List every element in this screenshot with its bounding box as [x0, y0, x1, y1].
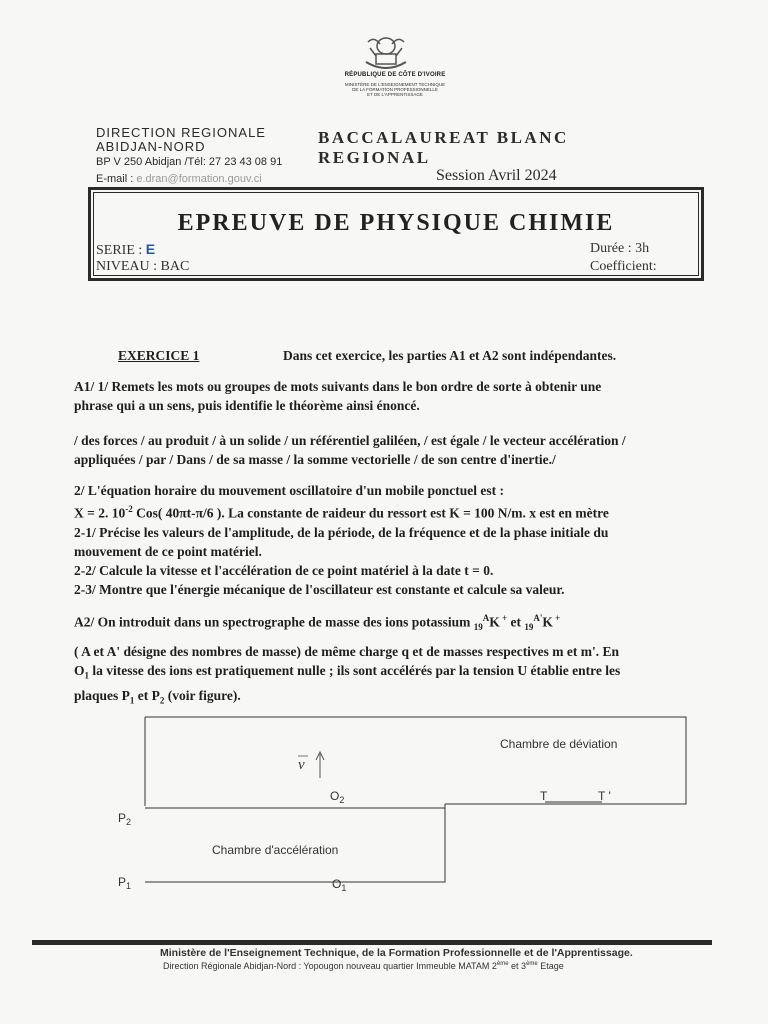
- p1-label: $P_1$: [118, 875, 132, 891]
- p2-label: $P_2$: [118, 811, 132, 827]
- niveau-label: NIVEAU : BAC: [96, 259, 190, 274]
- t-prime-label: T ': [598, 789, 611, 803]
- o1-label: $O_1$: [332, 877, 347, 893]
- coefficient-label: Coefficient:: [590, 259, 657, 274]
- exercise-subtitle: Dans cet exercice, les parties A1 et A2 sont indépendantes.: [283, 348, 617, 363]
- spectrograph-figure: [110, 712, 710, 902]
- a1-words-list: / des forces / au produit / à un solide / un référentiel galiléen, / est égale / le vecteur accélération / appliquées / par / Dans / de sa masse / la somme vectorielle / de son centre d'inertie./: [74, 433, 626, 467]
- o2-label: $O_2$: [330, 789, 345, 805]
- duree-label: Durée : 3h: [590, 241, 650, 256]
- a2-description: ( A et A' désigne des nombres de masse) de même charge q et de masses respectives m et m'. En $O_1$ la vitesse des ions est pratiquement nulle ; ils sont accélérés par la tension U établie entre les plaques $P_1$ et $P_2$ (voir figure).: [74, 644, 621, 706]
- serie-label: SERIE : E: [96, 241, 156, 258]
- exercise-title: EXERCICE 1: [118, 348, 200, 363]
- exam-title: EPREUVE DE PHYSIQUE CHIMIE: [177, 210, 615, 236]
- direction-email: E-mail : e.dran@formation.gouv.ci: [96, 173, 262, 185]
- chambre-deviation-label: Chambre de déviation: [500, 737, 618, 751]
- a2-intro: A2/ On introduit dans un spectrographe de masse des ions potassium $_{19}^A$K + et $_{19}^{A'}$K +: [74, 613, 561, 633]
- a1-question-1: A1/ 1/ Remets les mots ou groupes de mots suivants dans le bon ordre de sorte à obtenir une phrase qui a un sens, puis identifie le théorème ainsi énoncé.: [74, 379, 602, 413]
- question-2-block: 2/ L'équation horaire du mouvement oscillatoire d'un mobile ponctuel est : X = 2. $10^{-2}$ Cos( 40πt-π/6 ). La constante de raideur du ressort est K = 100 N/m. x est en mètre 2-1/ Précise les valeurs de l'amplitude, de la période, de la fréquence et de la phase initiale du mouvement de ce point matériel. 2-2/ Calcule la vitesse et l'accélération de ce point matériel à la date t = 0. 2-3/ Montre que l'énergie mécanique de l'oscillateur est constante et calcule sa valeur.: [74, 483, 609, 597]
- footer-rule: [32, 940, 712, 945]
- bac-title: BACCALAUREAT BLANC REGIONAL: [318, 128, 569, 167]
- equation-line: X = 2. $10^{-2}$ Cos( 40πt-π/6 ). La constante de raideur du ressort est K = 100 N/m. x est en mètre: [74, 504, 609, 521]
- v-label: v: [298, 757, 305, 773]
- republique-label: RÉPUBLIQUE DE CÔTE D'IVOIRE: [344, 72, 446, 78]
- direction-address: BP V 250 Abidjan /Tél: 27 23 43 08 91: [96, 156, 283, 168]
- direction-regionale: DIRECTION REGIONALE ABIDJAN-NORD: [96, 125, 266, 154]
- coat-of-arms-emblem: [362, 34, 410, 72]
- session-label: Session Avril 2024: [436, 167, 557, 184]
- ministry-small-text: MINISTÈRE DE L'ENSEIGNEMENT TECHNIQUE DE LA FORMATION PROFESSIONNELLE ET DE L'APPRENTISSAGE: [344, 82, 446, 97]
- chambre-acceleration-label: Chambre d'accélération: [212, 843, 339, 857]
- footer-ministry: Ministère de l'Enseignement Technique, de la Formation Professionnelle et de l'Apprentissage.: [160, 947, 633, 959]
- footer-address: Direction Régionale Abidjan-Nord : Yopougon nouveau quartier Immeuble MATAM 2ème et 3ème Etage: [163, 961, 564, 971]
- t-label: T: [540, 789, 548, 803]
